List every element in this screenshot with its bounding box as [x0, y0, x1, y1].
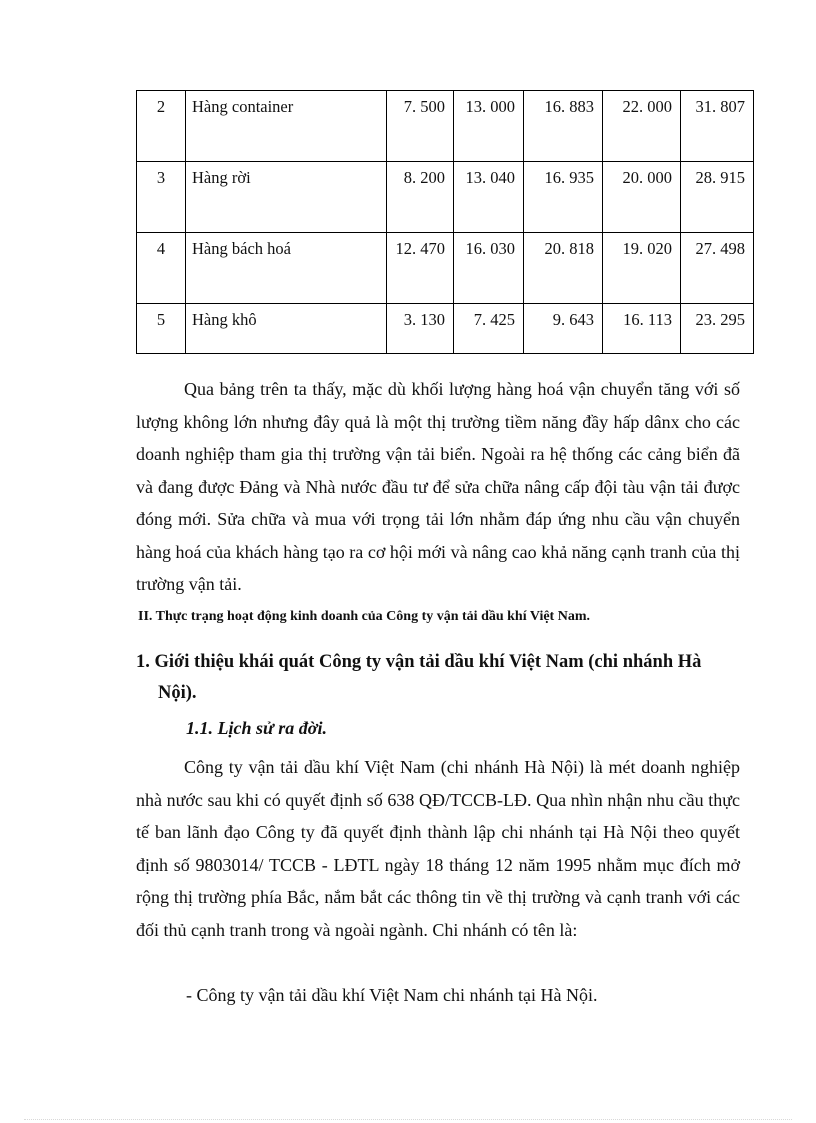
- value-cell: 12. 470: [387, 233, 454, 304]
- section-title: II. Thực trạng hoạt động kinh doanh của Công ty vận tải dầu khí Việt Nam.: [138, 609, 590, 624]
- value-cell: 16. 030: [454, 233, 524, 304]
- value-cell: 7. 500: [387, 91, 454, 162]
- page-footer-divider: [24, 1119, 792, 1120]
- row-number: 2: [137, 91, 186, 162]
- table-row: [137, 304, 754, 354]
- value-cell: 22. 000: [603, 91, 681, 162]
- value-cell: 16. 113: [603, 304, 681, 354]
- cargo-type: Hàng bách hoá: [186, 233, 387, 304]
- value-cell: 19. 020: [603, 233, 681, 304]
- value-cell: 16. 883: [524, 91, 603, 162]
- cargo-volume-table: [136, 90, 754, 354]
- value-cell: 23. 295: [681, 304, 754, 354]
- analysis-paragraph: Qua bảng trên ta thấy, mặc dù khối lượng hàng hoá vận chuyển tăng với số lượng không lớn nhưng đây quả là một thị trường tiềm năng đầy hấp dânx cho các doanh nghiệp tham gia thị trường vận tải biển. Ngoài ra hệ thống các cảng biển đã và đang được Đảng và Nhà nước đầu tư để sửa chữa nâng cấp đội tàu vận tải được đóng mới. Sửa chữa và mua với trọng tải lớn nhằm đáp ứng nhu cầu vận chuyển hàng hoá của khách hàng tạo ra cơ hội mới và nâng cao khả năng cạnh tranh của thị trường vận tải.: [136, 379, 740, 594]
- value-cell: 16. 935: [524, 162, 603, 233]
- value-cell: 7. 425: [454, 304, 524, 354]
- cargo-type: Hàng rời: [186, 162, 387, 233]
- value-cell: 20. 000: [603, 162, 681, 233]
- value-cell: 27. 498: [681, 233, 754, 304]
- subsection-heading: 1.1. Lịch sử ra đời.: [186, 718, 327, 738]
- cargo-type: Hàng khô: [186, 304, 387, 354]
- list-item: - Công ty vận tải dầu khí Việt Nam chi nhánh tại Hà Nội.: [186, 985, 598, 1005]
- value-cell: 9. 643: [524, 304, 603, 354]
- chapter-heading: [136, 647, 746, 709]
- table-row: [137, 91, 754, 162]
- cargo-type: Hàng container: [186, 91, 387, 162]
- chapter-heading-line: 1. Giới thiệu khái quát Công ty vận tải dầu khí Việt Nam (chi nhánh Hà: [136, 652, 702, 672]
- value-cell: 8. 200: [387, 162, 454, 233]
- chapter-heading-line: Nội).: [158, 683, 197, 703]
- value-cell: 20. 818: [524, 233, 603, 304]
- value-cell: 31. 807: [681, 91, 754, 162]
- value-cell: 28. 915: [681, 162, 754, 233]
- table-row: [137, 233, 754, 304]
- value-cell: 3. 130: [387, 304, 454, 354]
- row-number: 4: [137, 233, 186, 304]
- history-paragraph: Công ty vận tải dầu khí Việt Nam (chi nhánh Hà Nội) là mét doanh nghiệp nhà nước sau khi có quyết định số 638 QĐ/TCCB-LĐ. Qua nhìn nhận nhu cầu thực tế ban lãnh đạo Công ty đã quyết định thành lập chi nhánh tại Hà Nội theo quyết định số 9803014/ TCCB - LĐTL ngày 18 tháng 12 năm 1995 nhằm mục đích mở rộng thị trường phía Bắc, nắm bắt các thông tin về thị trường và cạnh tranh với các đối thủ cạnh tranh trong và ngoài ngành. Chi nhánh có tên là:: [136, 757, 740, 940]
- row-number: 5: [137, 304, 186, 354]
- table-row: [137, 162, 754, 233]
- value-cell: 13. 040: [454, 162, 524, 233]
- row-number: 3: [137, 162, 186, 233]
- value-cell: 13. 000: [454, 91, 524, 162]
